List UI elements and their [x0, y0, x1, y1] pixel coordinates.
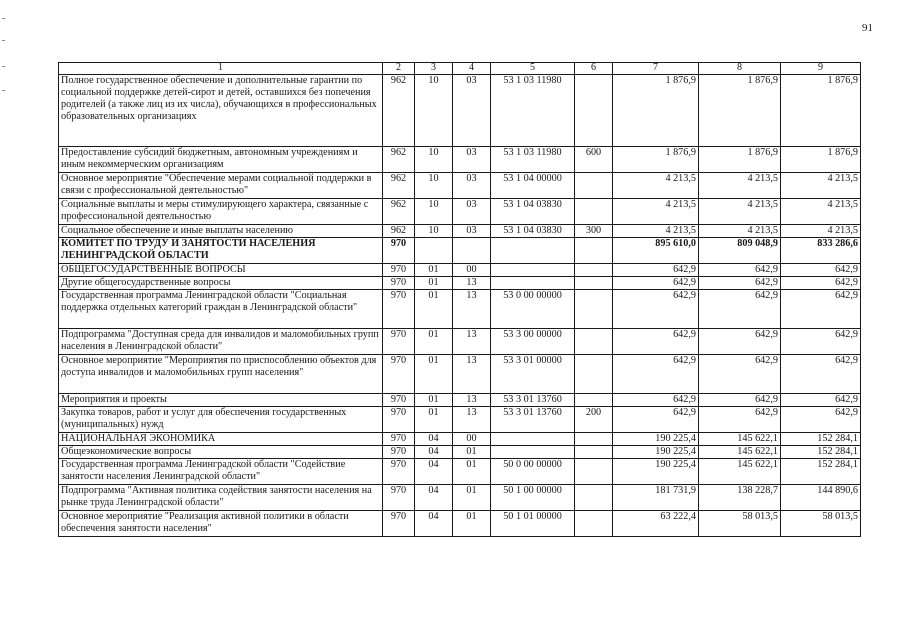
- cell-amount-7: 642,9: [613, 407, 699, 433]
- cell-amount-7: 642,9: [613, 264, 699, 277]
- cell-subsection: 13: [453, 407, 491, 433]
- cell-amount-8: 145 622,1: [699, 446, 781, 459]
- cell-expense-type: [575, 290, 613, 329]
- cell-department-code: 970: [383, 238, 415, 264]
- cell-section: 01: [415, 277, 453, 290]
- cell-target-article: 50 1 01 00000: [491, 511, 575, 537]
- cell-amount-8: 4 213,5: [699, 199, 781, 225]
- cell-section: 01: [415, 290, 453, 329]
- cell-description: Общеэкономические вопросы: [59, 446, 383, 459]
- cell-target-article: 53 3 01 13760: [491, 407, 575, 433]
- cell-amount-8: 58 013,5: [699, 511, 781, 537]
- cell-target-article: [491, 264, 575, 277]
- cell-amount-9: 642,9: [781, 290, 861, 329]
- table-row: [59, 433, 861, 446]
- cell-expense-type: [575, 277, 613, 290]
- cell-target-article: 53 1 03 11980: [491, 147, 575, 173]
- cell-section: 10: [415, 225, 453, 238]
- cell-expense-type: [575, 264, 613, 277]
- cell-description: Закупка товаров, работ и услуг для обеспечения государственных (муниципальных) нужд: [59, 407, 383, 433]
- cell-department-code: 962: [383, 199, 415, 225]
- cell-description: НАЦИОНАЛЬНАЯ ЭКОНОМИКА: [59, 433, 383, 446]
- cell-amount-8: 145 622,1: [699, 459, 781, 485]
- cell-subsection: 13: [453, 355, 491, 394]
- cell-amount-9: 1 876,9: [781, 75, 861, 147]
- table-row: [59, 459, 861, 485]
- cell-amount-9: 642,9: [781, 394, 861, 407]
- cell-subsection: 01: [453, 511, 491, 537]
- cell-target-article: 53 1 03 11980: [491, 75, 575, 147]
- table-row: [59, 199, 861, 225]
- cell-target-article: 53 1 04 03830: [491, 225, 575, 238]
- cell-expense-type: [575, 75, 613, 147]
- budget-table: [58, 62, 861, 537]
- cell-department-code: 970: [383, 511, 415, 537]
- cell-department-code: 970: [383, 459, 415, 485]
- cell-amount-7: 1 876,9: [613, 147, 699, 173]
- cell-amount-9: 642,9: [781, 355, 861, 394]
- cell-amount-8: 642,9: [699, 264, 781, 277]
- cell-expense-type: [575, 199, 613, 225]
- cell-target-article: [491, 277, 575, 290]
- cell-amount-7: 4 213,5: [613, 225, 699, 238]
- table-body: [59, 63, 861, 537]
- cell-department-code: 962: [383, 225, 415, 238]
- cell-amount-9: 642,9: [781, 407, 861, 433]
- cell-amount-7: 63 222,4: [613, 511, 699, 537]
- cell-amount-7: 4 213,5: [613, 199, 699, 225]
- cell-section: 01: [415, 394, 453, 407]
- table-row: [59, 264, 861, 277]
- table-row: [59, 511, 861, 537]
- cell-description: Подпрограмма "Активная политика содействия занятости населения на рынке труда Ленинградской области": [59, 485, 383, 511]
- cell-target-article: 53 1 04 00000: [491, 173, 575, 199]
- cell-target-article: [491, 238, 575, 264]
- cell-description: Государственная программа Ленинградской области "Социальная поддержка отдельных категорий граждан в Ленинградской области": [59, 290, 383, 329]
- cell-description: Основное мероприятие "Реализация активной политики в области обеспечения занятости населения": [59, 511, 383, 537]
- cell-subsection: 13: [453, 329, 491, 355]
- table-row: [59, 329, 861, 355]
- column-header: 5: [491, 63, 575, 75]
- cell-department-code: 970: [383, 394, 415, 407]
- cell-amount-7: 4 213,5: [613, 173, 699, 199]
- cell-department-code: 970: [383, 277, 415, 290]
- cell-subsection: 13: [453, 277, 491, 290]
- cell-amount-9: 4 213,5: [781, 225, 861, 238]
- cell-description: Социальные выплаты и меры стимулирующего характера, связанные с профессиональной деятельностью: [59, 199, 383, 225]
- cell-amount-7: 642,9: [613, 277, 699, 290]
- cell-description: Подпрограмма "Доступная среда для инвалидов и маломобильных групп населения в Ленинградской области": [59, 329, 383, 355]
- scan-mark: [2, 18, 5, 19]
- cell-amount-8: 138 228,7: [699, 485, 781, 511]
- cell-expense-type: [575, 485, 613, 511]
- cell-section: 04: [415, 446, 453, 459]
- cell-description: Другие общегосударственные вопросы: [59, 277, 383, 290]
- cell-department-code: 970: [383, 446, 415, 459]
- cell-department-code: 962: [383, 173, 415, 199]
- cell-expense-type: [575, 238, 613, 264]
- cell-amount-7: 642,9: [613, 394, 699, 407]
- cell-amount-7: 642,9: [613, 329, 699, 355]
- cell-description: Предоставление субсидий бюджетным, автономным учреждениям и иным некоммерческим организациям: [59, 147, 383, 173]
- column-header: 3: [415, 63, 453, 75]
- cell-description: Государственная программа Ленинградской области "Содействие занятости населения Ленинградской области": [59, 459, 383, 485]
- cell-subsection: 03: [453, 199, 491, 225]
- cell-department-code: 970: [383, 264, 415, 277]
- table-row: [59, 225, 861, 238]
- cell-section: 10: [415, 199, 453, 225]
- cell-amount-8: 642,9: [699, 394, 781, 407]
- cell-expense-type: [575, 511, 613, 537]
- cell-amount-9: 152 284,1: [781, 433, 861, 446]
- cell-description: Полное государственное обеспечение и дополнительные гарантии по социальной поддержке детей-сирот и детей, оставшихся без попечения родителей (а также лиц из их числа), обучающихся в профессиональных образовательных организациях: [59, 75, 383, 147]
- column-header: 8: [699, 63, 781, 75]
- cell-amount-9: 4 213,5: [781, 199, 861, 225]
- cell-description: ОБЩЕГОСУДАРСТВЕННЫЕ ВОПРОСЫ: [59, 264, 383, 277]
- cell-amount-9: 152 284,1: [781, 446, 861, 459]
- cell-expense-type: [575, 433, 613, 446]
- cell-amount-7: 181 731,9: [613, 485, 699, 511]
- cell-subsection: 01: [453, 485, 491, 511]
- table-row: [59, 485, 861, 511]
- cell-target-article: 50 1 00 00000: [491, 485, 575, 511]
- cell-amount-7: 642,9: [613, 290, 699, 329]
- cell-target-article: [491, 433, 575, 446]
- cell-amount-7: 895 610,0: [613, 238, 699, 264]
- cell-section: 01: [415, 329, 453, 355]
- scan-mark: [2, 66, 5, 67]
- cell-amount-7: 642,9: [613, 355, 699, 394]
- cell-subsection: 01: [453, 459, 491, 485]
- cell-section: 01: [415, 264, 453, 277]
- column-header: 6: [575, 63, 613, 75]
- cell-section: 01: [415, 355, 453, 394]
- table-row: [59, 277, 861, 290]
- table-row: [59, 355, 861, 394]
- cell-description: Основное мероприятие "Мероприятия по приспособлению объектов для доступа инвалидов и маломобильных групп населения": [59, 355, 383, 394]
- cell-department-code: 970: [383, 433, 415, 446]
- cell-expense-type: [575, 446, 613, 459]
- table-row: [59, 173, 861, 199]
- cell-subsection: 03: [453, 225, 491, 238]
- table-row: [59, 75, 861, 147]
- cell-expense-type: [575, 459, 613, 485]
- cell-expense-type: 200: [575, 407, 613, 433]
- cell-section: 10: [415, 173, 453, 199]
- column-header: 7: [613, 63, 699, 75]
- cell-amount-9: 152 284,1: [781, 459, 861, 485]
- column-header: 4: [453, 63, 491, 75]
- cell-target-article: [491, 446, 575, 459]
- column-header: 9: [781, 63, 861, 75]
- cell-subsection: 00: [453, 433, 491, 446]
- cell-amount-9: 4 213,5: [781, 173, 861, 199]
- cell-description: Социальное обеспечение и иные выплаты населению: [59, 225, 383, 238]
- cell-expense-type: [575, 173, 613, 199]
- cell-expense-type: [575, 329, 613, 355]
- cell-department-code: 970: [383, 329, 415, 355]
- table-row: [59, 446, 861, 459]
- cell-department-code: 970: [383, 407, 415, 433]
- cell-amount-7: 190 225,4: [613, 459, 699, 485]
- cell-target-article: 53 1 04 03830: [491, 199, 575, 225]
- cell-amount-8: 4 213,5: [699, 225, 781, 238]
- cell-amount-9: 1 876,9: [781, 147, 861, 173]
- cell-section: 10: [415, 75, 453, 147]
- cell-description: Мероприятия и проекты: [59, 394, 383, 407]
- cell-amount-8: 809 048,9: [699, 238, 781, 264]
- cell-subsection: [453, 238, 491, 264]
- cell-department-code: 962: [383, 147, 415, 173]
- cell-subsection: 03: [453, 75, 491, 147]
- table-row: [59, 238, 861, 264]
- table-row: [59, 407, 861, 433]
- cell-subsection: 13: [453, 290, 491, 329]
- cell-section: 04: [415, 511, 453, 537]
- cell-amount-8: 642,9: [699, 355, 781, 394]
- cell-subsection: 01: [453, 446, 491, 459]
- cell-expense-type: [575, 355, 613, 394]
- table-row: [59, 290, 861, 329]
- cell-subsection: 13: [453, 394, 491, 407]
- cell-amount-9: 144 890,6: [781, 485, 861, 511]
- cell-amount-9: 833 286,6: [781, 238, 861, 264]
- cell-department-code: 970: [383, 290, 415, 329]
- page-number: 91: [862, 22, 873, 34]
- cell-amount-8: 642,9: [699, 277, 781, 290]
- column-header: 2: [383, 63, 415, 75]
- cell-amount-9: 642,9: [781, 264, 861, 277]
- cell-section: 10: [415, 147, 453, 173]
- column-header: 1: [59, 63, 383, 75]
- cell-target-article: 53 3 01 13760: [491, 394, 575, 407]
- cell-amount-8: 1 876,9: [699, 147, 781, 173]
- cell-expense-type: 600: [575, 147, 613, 173]
- cell-amount-8: 642,9: [699, 407, 781, 433]
- cell-expense-type: 300: [575, 225, 613, 238]
- cell-amount-8: 145 622,1: [699, 433, 781, 446]
- cell-description: КОМИТЕТ ПО ТРУДУ И ЗАНЯТОСТИ НАСЕЛЕНИЯ ЛЕНИНГРАДСКОЙ ОБЛАСТИ: [59, 238, 383, 264]
- cell-department-code: 962: [383, 75, 415, 147]
- cell-section: 04: [415, 433, 453, 446]
- cell-subsection: 03: [453, 173, 491, 199]
- cell-amount-7: 190 225,4: [613, 433, 699, 446]
- table-row: [59, 147, 861, 173]
- column-number-row: [59, 63, 861, 75]
- cell-target-article: 50 0 00 00000: [491, 459, 575, 485]
- cell-target-article: 53 3 01 00000: [491, 355, 575, 394]
- cell-amount-8: 642,9: [699, 329, 781, 355]
- cell-target-article: 53 0 00 00000: [491, 290, 575, 329]
- cell-department-code: 970: [383, 485, 415, 511]
- cell-amount-9: 642,9: [781, 329, 861, 355]
- cell-section: 04: [415, 459, 453, 485]
- cell-expense-type: [575, 394, 613, 407]
- scan-mark: [2, 40, 5, 41]
- cell-amount-7: 1 876,9: [613, 75, 699, 147]
- cell-amount-9: 642,9: [781, 277, 861, 290]
- cell-amount-8: 642,9: [699, 290, 781, 329]
- cell-subsection: 03: [453, 147, 491, 173]
- cell-target-article: 53 3 00 00000: [491, 329, 575, 355]
- cell-department-code: 970: [383, 355, 415, 394]
- cell-amount-8: 1 876,9: [699, 75, 781, 147]
- scan-mark: [2, 90, 5, 91]
- cell-section: 01: [415, 407, 453, 433]
- cell-amount-9: 58 013,5: [781, 511, 861, 537]
- cell-section: [415, 238, 453, 264]
- cell-subsection: 00: [453, 264, 491, 277]
- cell-description: Основное мероприятие "Обеспечение мерами социальной поддержки в связи с профессиональной деятельностью": [59, 173, 383, 199]
- table-row: [59, 394, 861, 407]
- cell-amount-8: 4 213,5: [699, 173, 781, 199]
- cell-section: 04: [415, 485, 453, 511]
- cell-amount-7: 190 225,4: [613, 446, 699, 459]
